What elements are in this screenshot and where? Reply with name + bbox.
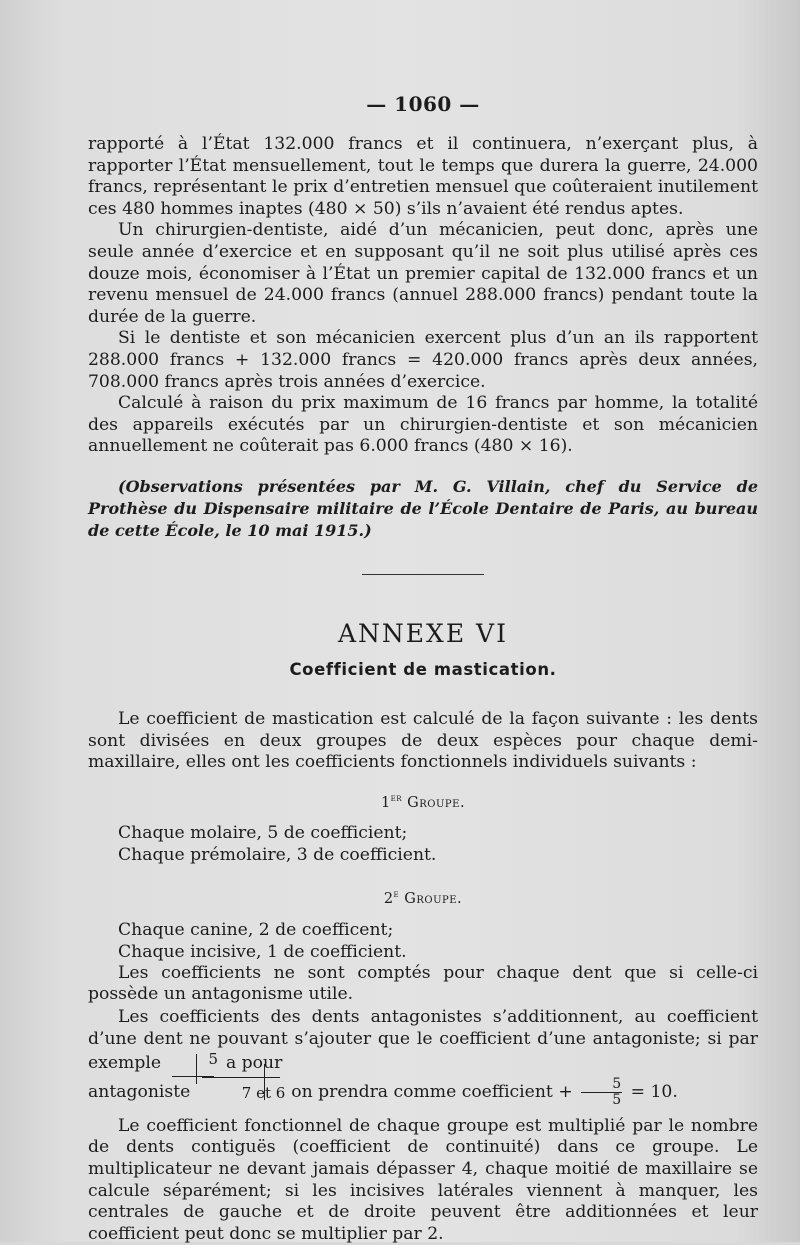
group-heading-2 <box>88 884 758 910</box>
annexe-subtitle: Coefficient de mastication. <box>289 659 557 679</box>
paragraph-cost: Calculé à raison du prix maximum de 16 francs par homme, la totalité des appareils exécutés par un chirurgien-dentiste et son mécanicien annuellement ne coûterait pas 6.000 francs (480 × 16). <box>88 393 758 457</box>
antagonist-text-4: on prendra comme coefficient <box>291 1081 553 1102</box>
stacked-coefficient <box>581 1077 622 1107</box>
group-2-item-incisive: Chaque incisive, 1 de coefficient. <box>118 941 407 962</box>
section-separator <box>362 574 484 575</box>
group-heading-1 <box>88 788 758 814</box>
annexe-title: ANNEXE VI <box>338 618 508 648</box>
group-1-number: 1 <box>380 794 391 811</box>
paragraph-continuation: rapporté à l’État 132.000 francs et il continuera, n’exerçant plus, à rapporter l’État mensuellement, tout le temps que durera la guerre, 24.000 francs, représentant le prix d’entretien mensuel que coûteraient inutilement ces 480 hommes inaptes (480 × 50) s’ils n’avaient été rendus aptes. <box>88 134 758 219</box>
paragraph-antagonism: Les coefficients ne sont comptés pour chaque dent que si celle-ci possède un antagonisme utile. <box>88 962 758 1005</box>
annexe-body <box>88 709 758 1245</box>
tooth-diagram-bottom <box>202 1077 286 1108</box>
antagonist-text-2: a pour <box>225 1052 283 1073</box>
group-2-number: 2 <box>383 890 394 907</box>
plus-sign: + <box>558 1081 573 1102</box>
body-text-top <box>88 134 758 458</box>
stacked-coefficient-bottom: 5 <box>612 1092 622 1109</box>
group-2-item-canine: Chaque canine, 2 de coefficent; <box>118 919 394 940</box>
antagonist-text-1: Les coefficients des dents antagonistes s’additionnent, au coefficient d’une dent ne pouvant s’ajouter que le coefficient d’une antagoniste; si par exemple <box>88 1006 758 1073</box>
group-1-item-premolaire: Chaque prémolaire, 3 de coefficient. <box>118 845 437 866</box>
observations-note: (Observations présentées par M. G. Villain, chef du Service de Prothèse du Dispensaire militaire de l’École Dentaire de Paris, au bureau de cette École, le 10 mai 1915.) <box>88 476 758 540</box>
group-2-label: Groupe. <box>404 890 463 907</box>
paragraph-antagonist-sum <box>88 1006 758 1108</box>
group-1-sup: er <box>390 792 403 804</box>
page-number: — 1060 — <box>366 92 480 116</box>
formula-result: = 10. <box>630 1081 678 1102</box>
group-1-label: Groupe. <box>407 794 466 811</box>
paragraph-multi-year: Si le dentiste et son mécanicien exercent plus d’un an ils rapportent 288.000 francs + 132.000 francs = 420.000 francs après deux années, 708.000 francs après trois années d’exercice. <box>88 328 758 392</box>
group-1-item-molaire: Chaque molaire, 5 de coefficient; <box>118 823 408 844</box>
tooth-diagram-top-value: 5 <box>208 1049 219 1068</box>
paragraph-continuity: Le coefficient fonctionnel de chaque groupe est multiplié par le nombre de dents contiguës (coefficient de continuité) dans ce groupe. Le multiplicateur ne devant jamais dépasser 4, chaque moitié de maxillaire se calcule séparément; si les incisives latérales viennent à manquer, les centrales de gauche et de droite peuvent être additionnées et leur coefficient peut donc se multiplier par 2. <box>88 1115 758 1244</box>
group-2-sup: e <box>393 889 400 901</box>
tooth-diagram-top-bar <box>196 1054 197 1084</box>
antagonist-text-3: antagoniste <box>88 1081 191 1102</box>
tooth-diagram-bottom-bar <box>264 1064 265 1100</box>
stacked-coefficient-top: 5 <box>581 1077 622 1093</box>
tooth-diagram-top <box>172 1049 219 1077</box>
tooth-diagram-bottom-value: 7 et 6 <box>241 1083 286 1102</box>
annexe-intro: Le coefficient de mastication est calculé de la façon suivante : les dents sont divisées en deux groupes de deux espèces pour chaque demi-maxillaire, elles ont les coefficients fonctionnels individuels suivants : <box>88 708 758 773</box>
paragraph-dentist-savings: Un chirurgien-dentiste, aidé d’un mécanicien, peut donc, après une seule année d’exercice et en supposant qu’il ne soit plus utilisé après ces douze mois, économiser à l’État un premier capital de 132.000 francs et un revenu mensuel de 24.000 francs (annuel 288.000 francs) pendant toute la durée de la guerre. <box>88 220 758 327</box>
